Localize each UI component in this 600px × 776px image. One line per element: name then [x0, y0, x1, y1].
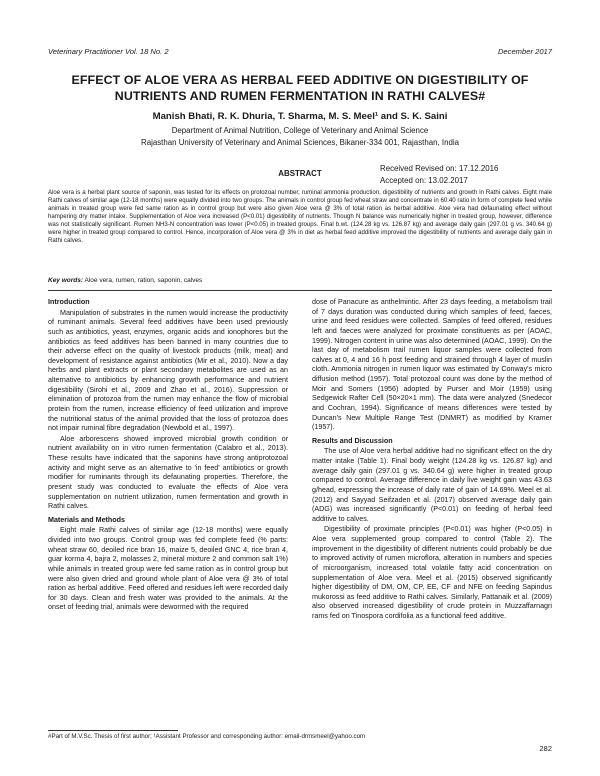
submission-dates [380, 163, 540, 187]
right-column [312, 298, 552, 623]
methods-paragraph-continued: dose of Panacure as anthelmintic. After 23 days feeding, a metabolism trail of 7 days duration was conducted during which samples of feed, faeces, urine and feed residues were collected. Samples of feed offered, residues left and faeces were analyzed for proximate constituents as per (AOAC, 1999). Nitrogen content in urine was also determined (AOAC, 1999). On the last day of metabolism trail rumen liquor samples were collected from calves at 0, 4 and 16 h post feeding and strained through 4 layer of muslin cloth. Ammonia nitrogen in rumen liquor was estimated by Conway's micro diffusion method (1957). Total protozoal count was done by the method of Moir and Somers (1956) adopted by Purser and Moir (1959) using Sedgewick Rafter Cell (50×20×1 mm). The data were analyzed (Snedecor and Cochran, 1994). Significance of means differences were tested by Duncan's New Multiple Range Test (DNMRT) as modified by Kramer (1957). [312, 298, 552, 432]
affiliation-department: Department of Animal Nutrition, College of Veterinary and Animal Science [171, 126, 429, 135]
journal-name: Veterinary Practitioner Vol. 18 No. 2 [48, 47, 169, 56]
accepted-date: Accepted on: 13.02.2017 [380, 176, 468, 185]
methods-paragraph-1: Eight male Rathi calves of similar age (12-18 months) were equally divided into two groups. Control group was fed complete feed (% parts: wheat straw 60, deoiled rice bran 16, maize 5, deoiled GNC 4, rice bran 4, guar korma 4, bajra 2, molasses 2, mineral mixture 2 and common salt 1%) while animals in treated group were fed same ration as in control group but were also given dried and ground whole plant of Aloe vera @ 3% of total ration as herbal additive. Feed offered and residues left were recorded daily for 30 days. Clean and fresh water was provided to the animals. At the onset of feeding trial, animals were dewormed with the required [48, 526, 288, 612]
results-paragraph-1: The use of Aloe vera herbal additive had no significant effect on the dry matter intake (Table 1). Final body weight (124.28 kg vs. 126.87 kg) and average daily gain (297.01 g vs. 340.64 g) were higher in treated group compared to control. Average difference in daily live weight gain was 43.63 g/head, expressing the increase of daily rate of gain of 14.69%. Meel et al. (2012) and Sayyad Seifzaden et al. (2017) observed average daily gain (ADG) was increased significantly (P<0.01) on feeding of herbal feed additive to calves. [312, 447, 552, 523]
abstract-heading: ABSTRACT [278, 169, 322, 178]
results-heading: Results and Discussion [312, 436, 393, 445]
affiliation-university: Rajasthan University of Veterinary and Animal Sciences, Bikaner-334 001, Rajasthan, India [141, 138, 459, 147]
abstract-divider [48, 290, 552, 291]
introduction-heading: Introduction [48, 298, 90, 306]
footnote-divider [48, 730, 178, 731]
keywords-label: Key words: [48, 277, 84, 284]
page-number: 282 [539, 744, 552, 753]
intro-paragraph-2: Aloe arborescens showed improved microbial growth condition or nutrient availability on in vitro rumen fermentation (Calabro et al., 2013). These results have indicated that the saponins have strong antiprotozoal activity and might serve as an alternative to 'in feed' antibiotics or growth modifier for ruminants through its defaunating properties. Therefore, the present study was conducted to evaluate the effects of Aloe vera supplementation on nutrient utilization, rumen fermentation and growth in Rathi calves. [48, 434, 288, 511]
running-header [48, 47, 552, 59]
results-paragraph-2: Digestibility of proximate principles (P<0.01) was higher (P<0.05) in Aloe vera supplemented group compared to control (Table 2). The improvement in the digestibility of different nutrients could probably be due to improved activity of rumen microflora, alteration in numbers and species of microorganism, increased total volatile fatty acid concentration on supplementation of Aloe vera. Meel et al. (2015) observed significantly higher digestibility of DM, OM, CP, EE, CF and NFE on feeding Sapindus mukorossi as feed additive to Rathi calves. Similarly, Pattanaik et al. (2009) also observed increased digestibility of crude protein in Muzzaffarnagri rams fed on Tinospora cordifolia as a functional feed additive. [312, 525, 552, 620]
issue-date: December 2017 [497, 47, 552, 56]
abstract-text: Aloe vera is a herbal plant source of saponin, was tested for its effects on protozoal number, ruminal ammonia production, digestibility of nutrients and growth in Rathi calves. Eight male Rathi calves of similar age (12-18 months) were equally divided into two groups. The animals in control group fed wheat straw and concentrate in 60:40 ratio in form of complete feed while animals in treated group were fed same ration as in control group but were also given Aloe vera @ 3% of total ration as herbal additive. Aloe vera had defaunating effect without hampering dry matter intake. Supplementation of Aloe vera increased (P<0.01) digestibility of nutrients. Though N balance was numerically higher in treated group, however, difference was not statistically significant. Rumen NH3-N concentration was lower (P<0.05) in treated groups. Final b.wt. (124.28 kg vs. 126.87 kg) and average daily gain (297.01 g vs. 340.64 g) were higher in treated group compared to control. Hence, incorporation of Aloe vera @ 3% in diet as herbal feed additive improved the digestibility of nutrients and average daily gain in Rathi calves. [48, 189, 552, 245]
keywords [48, 277, 552, 285]
author-list: Manish Bhati, R. K. Dhuria, T. Sharma, M. S. Meel¹ and S. K. Saini [152, 111, 448, 122]
methods-heading: Materials and Methods [48, 515, 125, 524]
intro-paragraph-1: Manipulation of substrates in the rumen would increase the productivity of ruminant animals. Several feed additives have been used previously such as antibiotics, yeast, enzymes, organic acids and ionophores but the antibiotics as feed additives has been banned in many countries due to their adverse effect on the quality of livestock products (milk, meat) and development of resistance against antibiotics (Mir et al., 2010). Now a day herbs and plant extracts or plant secondary metabolites are used as an alternative to antibiotics by enhancing growth performance and nutrient digestibility (Sirohi et al., 2009 and Zhao et al., 2016). Suppression or elimination of protozoa from the rumen may enhance the flow of microbial protein from the rumen, increase efficiency of feed utilization and improve the nutritional status of the animal provided that the loss of protozoa does not impair ruminal fibre degradation (Newbold et al., 1997). [48, 308, 288, 433]
received-date: Received Revised on: 17.12.2016 [380, 164, 499, 173]
footnote: #Part of M.V.Sc. Thesis of first author; ¹Assistant Professor and corresponding author: email-drmsmeel@yahoo.com [48, 733, 366, 740]
left-column [48, 298, 288, 614]
article-title: EFFECT OF ALOE VERA AS HERBAL FEED ADDITIVE ON DIGESTIBILITY OF NUTRIENTS AND RUMEN FERMENTATION IN RATHI CALVES# [71, 73, 529, 103]
keywords-list: Aloe vera, rumen, ration, saponin, calves [84, 277, 203, 284]
